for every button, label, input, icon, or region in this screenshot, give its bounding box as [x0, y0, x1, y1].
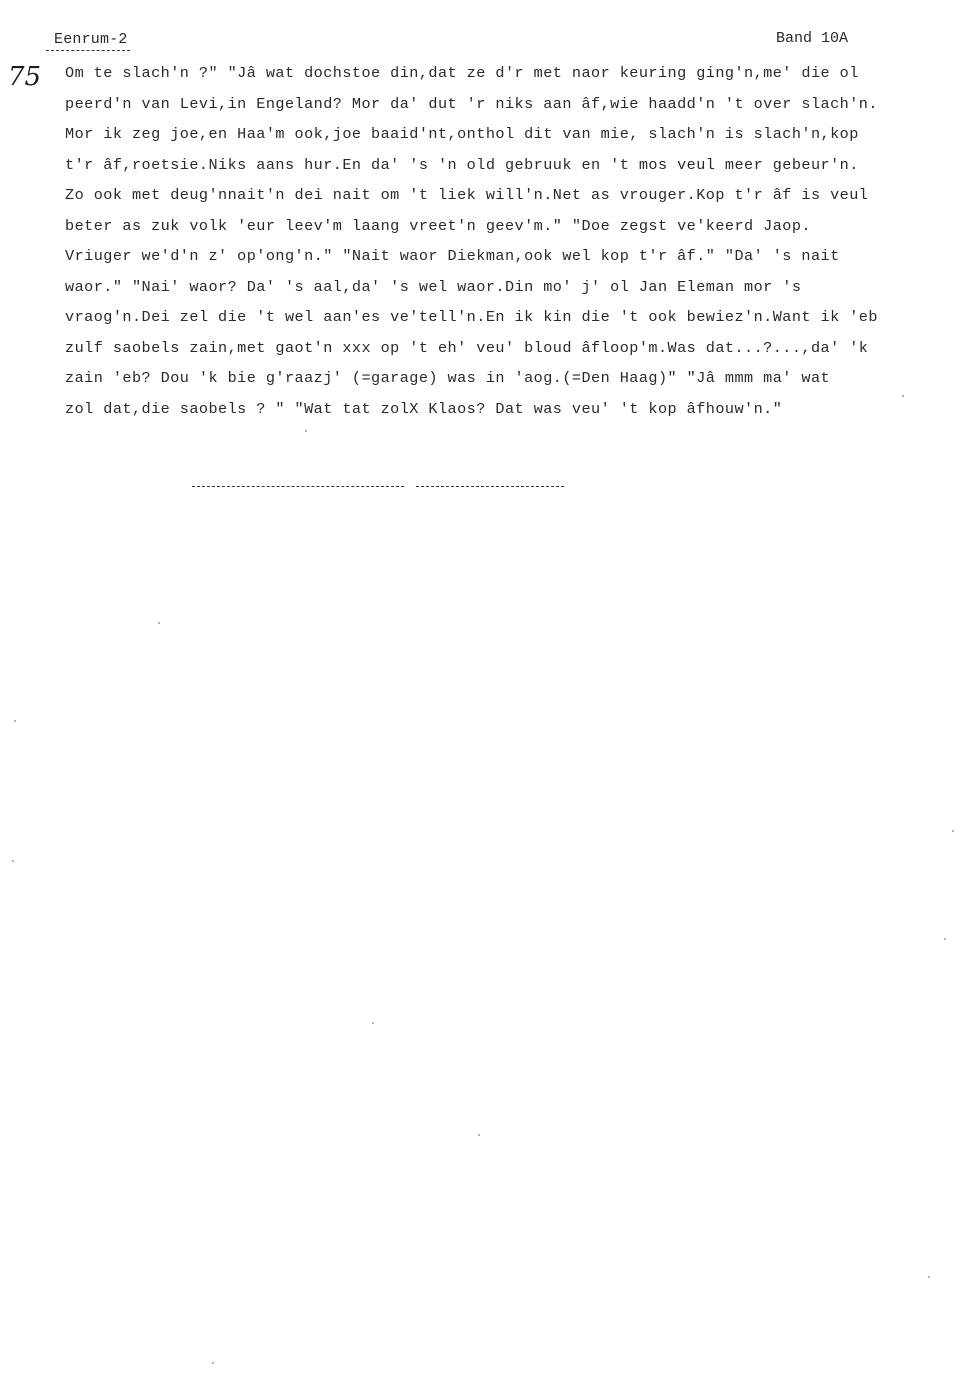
transcript-line: Vriuger we'd'n z' op'ong'n." "Nait waor Diekman,ook wel kop t'r âf." "Da' 's nait — [65, 247, 840, 265]
transcript-line: vraog'n.Dei zel die 't wel aan'es ve'tell'n.En ik kin die 't ook bewiez'n.Want ik 'eb — [65, 308, 878, 326]
transcript-line: zain 'eb? Dou 'k bie g'raazj' (=garage) was in 'aog.(=Den Haag)" "Jâ mmm ma' wat — [65, 369, 831, 387]
scan-speck — [158, 622, 160, 624]
transcript-line: zulf saobels zain,met gaot'n xxx op 't eh' veu' bloud âfloop'm.Was dat...?...,da' 'k — [65, 338, 869, 357]
document-location-header: Eenrum-2 — [46, 31, 130, 51]
transcript-line: beter as zuk volk 'eur leev'm laang vreet'n geev'm." "Doe zegst ve'keerd Jaop. — [65, 216, 811, 235]
transcript-body — [65, 58, 970, 424]
scan-speck — [952, 830, 954, 832]
scan-speck — [928, 1276, 930, 1278]
transcript-line: Om te slach'n ?" "Jâ wat dochstoe din,dat ze d'r met naor keuring ging'n,me' die ol — [65, 64, 859, 82]
tape-band-header: Band 10A — [776, 30, 849, 47]
transcript-line: Zo ook met deug'nnait'n dei nait om 't liek will'n.Net as vrouger.Kop t'r âf is veul — [65, 186, 869, 204]
transcript-line: zol dat,die saobels ? " "Wat tat zolX Klaos? Dat was veu' 't kop âfhouw'n." — [65, 399, 783, 418]
end-divider-rule — [192, 486, 404, 487]
end-divider-rule — [416, 486, 564, 487]
transcript-line: Mor ik zeg joe,en Haa'm ook,joe baaid'nt,onthol dit van mie, slach'n is slach'n,kop — [65, 125, 859, 143]
scan-speck — [14, 720, 16, 722]
scan-speck — [305, 430, 307, 432]
handwritten-margin-number: 75 — [8, 62, 42, 92]
scan-speck — [902, 395, 904, 397]
scan-speck — [944, 938, 946, 940]
scan-speck — [212, 1362, 214, 1364]
transcript-line: peerd'n van Levi,in Engeland? Mor da' dut 'r niks aan âf,wie haadd'n 't over slach'n. — [65, 94, 878, 113]
scan-speck — [478, 1134, 480, 1136]
transcript-line: waor." "Nai' waor? Da' 's aal,da' 's wel waor.Din mo' j' ol Jan Eleman mor 's — [65, 277, 802, 296]
scan-speck — [372, 1022, 374, 1024]
transcript-line: t'r âf,roetsie.Niks aans hur.En da' 's 'n old gebruuk en 't mos veul meer gebeur'n. — [65, 155, 859, 174]
scan-speck — [12, 860, 14, 862]
